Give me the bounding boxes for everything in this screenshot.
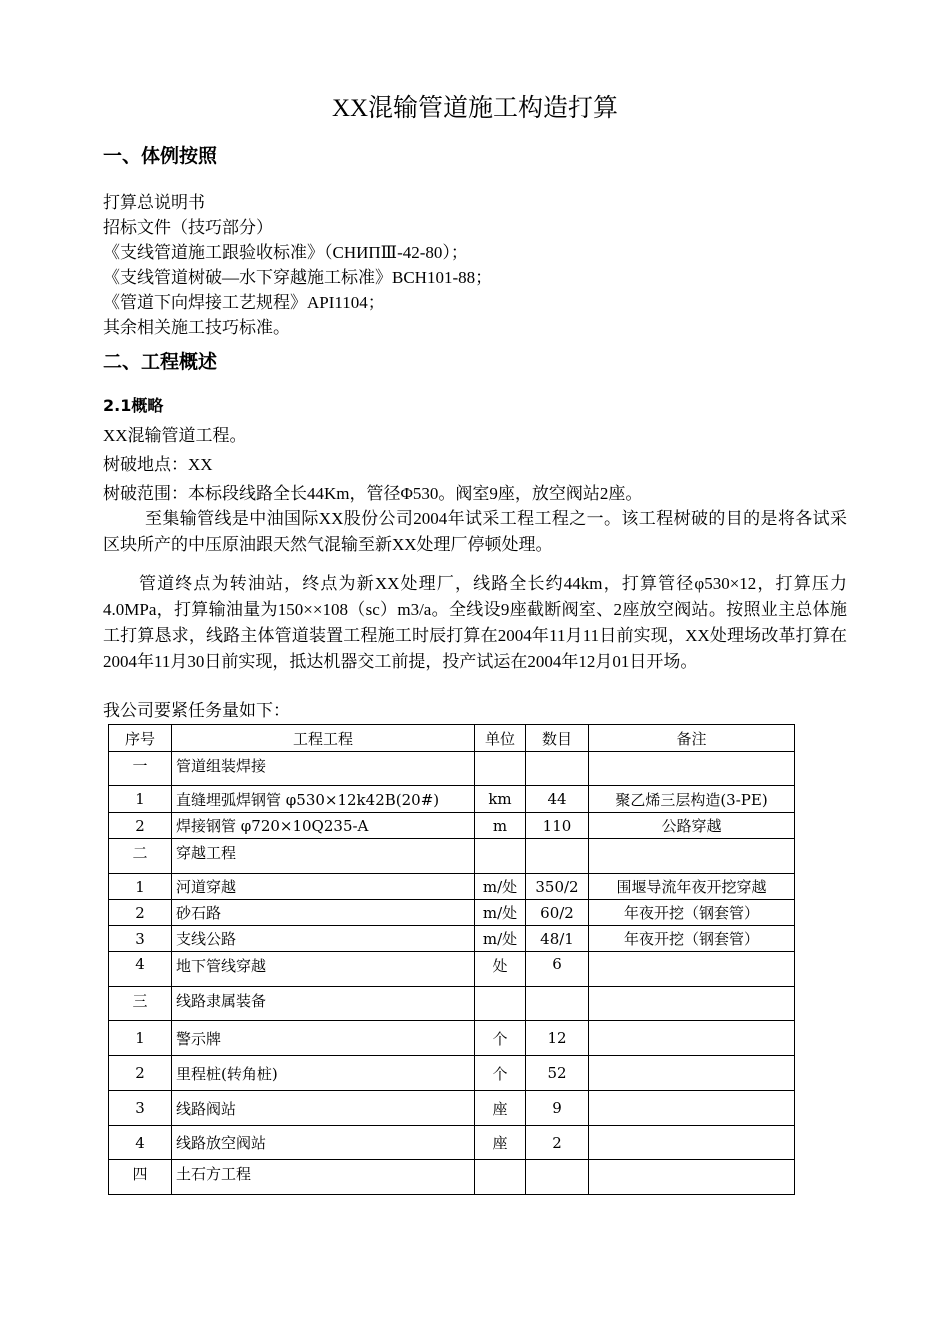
- table-row: [109, 1160, 795, 1195]
- cell-unit: 个: [475, 1056, 526, 1091]
- cell-note: [589, 839, 795, 874]
- cell-item: 地下管线穿越: [172, 952, 475, 987]
- cell-unit: [475, 839, 526, 874]
- cell-item: 支线公路: [172, 926, 475, 952]
- cell-note: [589, 752, 795, 786]
- cell-note: [589, 1160, 795, 1195]
- cell-qty: [526, 1160, 589, 1195]
- cell-unit: 座: [475, 1126, 526, 1160]
- overview-line: 树破范围：本标段线路全长44Km，管径Φ530。阀室9座，放空阀站2座。: [103, 484, 643, 503]
- header-cell: 工程工程: [172, 725, 475, 752]
- cell-qty: [526, 752, 589, 786]
- cell-note: [589, 1021, 795, 1056]
- cell-qty: 9: [526, 1091, 589, 1126]
- cell-unit: m: [475, 813, 526, 839]
- table-row: [109, 1126, 795, 1160]
- cell-unit: m/处: [475, 874, 526, 900]
- cell-note: [589, 1126, 795, 1160]
- cell-note: 年夜开挖（钢套管）: [589, 926, 795, 952]
- cell-qty: 48/1: [526, 926, 589, 952]
- cell-item: 线路阀站: [172, 1091, 475, 1126]
- subsection-heading: 2.1概略: [103, 396, 164, 415]
- cell-note: 围堰导流年夜开挖穿越: [589, 874, 795, 900]
- basis-item: 《支线管道施工跟验收标准》（СНИПⅢ-42-80）；: [103, 243, 468, 262]
- cell-item: 管道组装焊接: [172, 752, 475, 786]
- table-row: [109, 1091, 795, 1126]
- cell-no: 一: [109, 752, 172, 786]
- cell-qty: [526, 839, 589, 874]
- header-cell: 数目: [526, 725, 589, 752]
- cell-no: 2: [109, 900, 172, 926]
- cell-no: 1: [109, 786, 172, 813]
- cell-qty: 350/2: [526, 874, 589, 900]
- cell-note: 公路穿越: [589, 813, 795, 839]
- table-row: [109, 874, 795, 900]
- table-header-row: [109, 725, 795, 752]
- cell-item: 穿越工程: [172, 839, 475, 874]
- cell-no: 3: [109, 1091, 172, 1126]
- table-row: [109, 1021, 795, 1056]
- overview-paragraph: 至集输管线是中油国际XX股份公司2004年试采工程工程之一。该工程树破的目的是将各试采区块所产的中压原油跟天然气混输至新XX处理厂停顿处理。: [103, 509, 847, 554]
- task-table: [108, 724, 795, 1195]
- header-cell: 序号: [109, 725, 172, 752]
- cell-unit: [475, 987, 526, 1021]
- cell-no: 二: [109, 839, 172, 874]
- table-row: [109, 752, 795, 786]
- cell-qty: 44: [526, 786, 589, 813]
- basis-item: 招标文件（技巧部分）: [103, 218, 273, 237]
- basis-item: 《支线管道树破—水下穿越施工标准》ВСН101-88；: [103, 268, 493, 287]
- cell-item: 土石方工程: [172, 1160, 475, 1195]
- cell-qty: 2: [526, 1126, 589, 1160]
- cell-no: 四: [109, 1160, 172, 1195]
- table-row: [109, 926, 795, 952]
- tasks-intro: 我公司要紧任务量如下：: [103, 701, 290, 720]
- cell-qty: [526, 987, 589, 1021]
- cell-no: 4: [109, 952, 172, 987]
- table-row: [109, 1056, 795, 1091]
- cell-qty: 12: [526, 1021, 589, 1056]
- cell-no: 2: [109, 1056, 172, 1091]
- cell-note: [589, 1056, 795, 1091]
- cell-item: 线路放空阀站: [172, 1126, 475, 1160]
- cell-no: 4: [109, 1126, 172, 1160]
- header-cell: 单位: [475, 725, 526, 752]
- cell-note: [589, 987, 795, 1021]
- cell-no: 3: [109, 926, 172, 952]
- table-row: [109, 900, 795, 926]
- header-cell: 备注: [589, 725, 795, 752]
- cell-item: 砂石路: [172, 900, 475, 926]
- table-row: [109, 786, 795, 813]
- cell-unit: 个: [475, 1021, 526, 1056]
- table-row: [109, 813, 795, 839]
- cell-no: 1: [109, 1021, 172, 1056]
- basis-item: 打算总说明书: [103, 193, 205, 212]
- cell-note: [589, 952, 795, 987]
- cell-item: 里程桩(转角桩): [172, 1056, 475, 1091]
- cell-item: 河道穿越: [172, 874, 475, 900]
- overview-line: 树破地点：XX: [103, 455, 213, 474]
- table-row: [109, 839, 795, 874]
- cell-no: 1: [109, 874, 172, 900]
- cell-qty: 6: [526, 952, 589, 987]
- cell-unit: m/处: [475, 900, 526, 926]
- cell-no: 三: [109, 987, 172, 1021]
- cell-unit: [475, 752, 526, 786]
- section1-heading: 一、体例按照: [103, 145, 218, 167]
- table-row: [109, 987, 795, 1021]
- cell-unit: km: [475, 786, 526, 813]
- cell-note: 聚乙烯三层构造(3-PE): [589, 786, 795, 813]
- cell-no: 2: [109, 813, 172, 839]
- cell-item: 线路隶属装备: [172, 987, 475, 1021]
- cell-qty: 60/2: [526, 900, 589, 926]
- section2-heading: 二、工程概述: [103, 351, 218, 373]
- basis-item: 《管道下向焊接工艺规程》API1104；: [103, 293, 385, 312]
- cell-note: 年夜开挖（钢套管）: [589, 900, 795, 926]
- cell-unit: [475, 1160, 526, 1195]
- cell-unit: m/处: [475, 926, 526, 952]
- cell-item: 警示牌: [172, 1021, 475, 1056]
- cell-note: [589, 1091, 795, 1126]
- basis-item: 其余相关施工技巧标准。: [103, 318, 290, 337]
- cell-item: 直缝埋弧焊钢管 φ530×12k42B(20#): [172, 786, 475, 813]
- cell-unit: 处: [475, 952, 526, 987]
- cell-qty: 52: [526, 1056, 589, 1091]
- overview-paragraph: 管道终点为转油站，终点为新XX处理厂，线路全长约44km，打算管径φ530×12，打算压力4.0MPa，打算输油量为150××108（sc）m3/a。全线设9座截断阀室、2座放空阀站。按照业主总体施工打算恳求，线路主体管道装置工程施工时辰打算在2004年11月11日前实现，XX处理场改革打算在2004年11月30日前实现，抵达机器交工前提，投产试运在2004年12月01日开场。: [103, 574, 847, 671]
- cell-item: 焊接钢管 φ720×10Q235-A: [172, 813, 475, 839]
- cell-unit: 座: [475, 1091, 526, 1126]
- page-title: XX混输管道施工构造打算: [331, 95, 619, 122]
- cell-qty: 110: [526, 813, 589, 839]
- table-row: [109, 952, 795, 987]
- overview-line: XX混输管道工程。: [103, 426, 247, 445]
